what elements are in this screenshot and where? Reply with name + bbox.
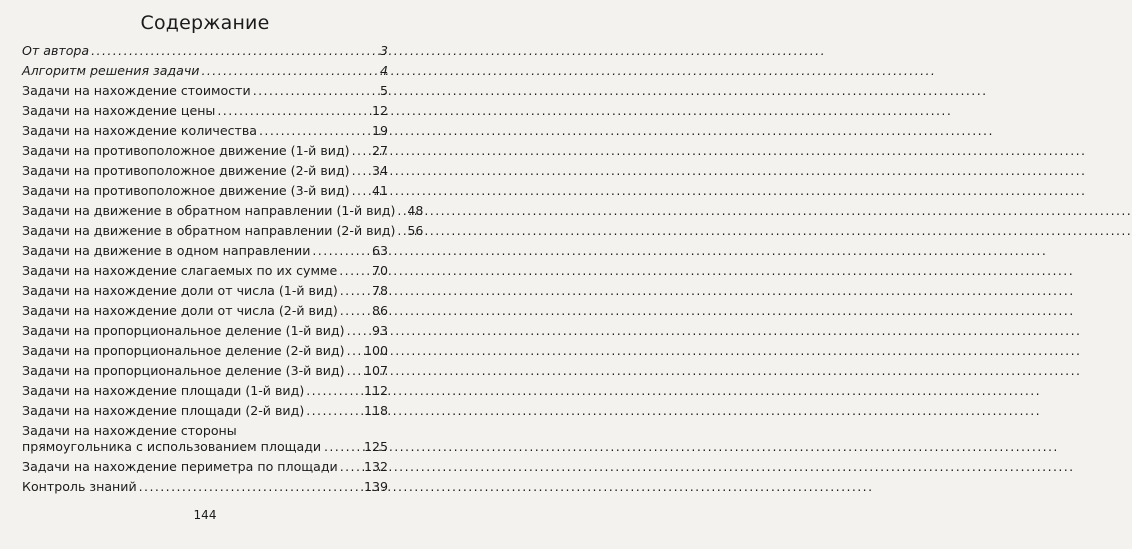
toc-entry-page: 48 [407,203,424,218]
toc-entry-title: Задачи на пропорциональное деление (3-й вид) [22,363,345,378]
toc-entry-page: 118 [363,403,388,418]
toc-entry [22,477,388,497]
toc-leader-dots [352,161,368,181]
toc-entry [22,361,388,381]
toc-entry-page: 93 [371,323,388,338]
toc-entry-title: Задачи на нахождение стоимости [22,83,251,98]
toc-entry [22,81,388,101]
toc-entry-page: 63 [371,243,388,258]
toc-leader-dots [324,437,362,457]
toc-leader-dots [340,301,368,321]
toc-entry-title: Задачи на пропорциональное деление (2-й вид) [22,343,345,358]
toc-entry-page: 41 [371,183,388,198]
toc-leader-dots [340,281,368,301]
toc-entry-title: Задачи на движение в обратном направлении (1-й вид) [22,203,396,218]
toc-leader-dots [339,261,368,281]
toc-entry-title: Задачи на нахождение слагаемых по их сумме [22,263,338,278]
toc-entry-title: Задачи на нахождение периметра по площади [22,459,338,474]
toc-entry-title: От автора [22,43,90,58]
table-of-contents [22,41,424,497]
toc-leader-dots [201,61,368,81]
toc-entry-title: Задачи на противоположное движение (1-й вид) [22,143,350,158]
toc-entry-title: Алгоритм решения задачи [22,63,200,78]
toc-entry-page: 27 [371,143,388,158]
toc-entry [22,301,388,321]
toc-entry-page: 139 [363,479,388,494]
toc-entry-page: 78 [371,283,388,298]
toc-entry-page: 125 [363,439,388,454]
toc-entry-page: 19 [371,123,388,138]
toc-entry [22,161,388,181]
toc-entry-title: Контроль знаний [22,479,137,494]
toc-entry [22,181,388,201]
toc-entry-title: Задачи на движение в одном направлении [22,243,311,258]
toc-entry-page: 132 [363,459,388,474]
toc-entry [22,261,388,281]
toc-entry-title: Задачи на пропорциональное деление (1-й вид) [22,323,345,338]
toc-entry-title: Задачи на движение в обратном направлении (2-й вид) [22,223,396,238]
toc-entry-page: 56 [407,223,424,238]
toc-entry-page: 12 [371,103,388,118]
toc-entry [22,101,388,121]
toc-entry-title: Задачи на нахождение доли от числа (1-й вид) [22,283,338,298]
toc-entry [22,61,388,81]
toc-entry-page: 4 [379,63,388,78]
toc-leader-dots [397,221,403,241]
toc-entry [22,221,424,241]
toc-entry-title: Задачи на нахождение количества [22,123,258,138]
toc-entry [22,321,388,341]
toc-entry [22,421,388,457]
toc-entry-page: 3 [379,43,388,58]
toc-leader-dots [347,341,362,361]
toc-entry [22,381,388,401]
toc-leader-dots [352,141,368,161]
toc-leader-dots [312,241,368,261]
toc-leader-dots [397,201,403,221]
toc-entry [22,41,388,61]
toc-entry-title: Задачи на нахождение стороны прямоугольника с использованием площади [22,423,322,454]
toc-leader-dots [347,361,362,381]
toc-entry [22,401,388,421]
toc-entry [22,281,388,301]
toc-entry [22,141,388,161]
toc-leader-dots [306,381,362,401]
toc-entry-page: 112 [363,383,388,398]
toc-leader-dots [253,81,368,101]
toc-entry-page: 107 [363,363,388,378]
toc-entry-title: Задачи на противоположное движение (2-й вид) [22,163,350,178]
toc-leader-dots [306,401,362,421]
toc-entry-page: 70 [371,263,388,278]
toc-entry-title: Задачи на нахождение доли от числа (2-й вид) [22,303,338,318]
toc-entry-title: Задачи на нахождение площади (1-й вид) [22,383,305,398]
toc-entry-title: Задачи на противоположное движение (3-й вид) [22,183,350,198]
toc-entry-title: Задачи на нахождение цены [22,103,216,118]
toc-entry [22,341,388,361]
toc-entry [22,201,424,221]
toc-leader-dots [352,181,368,201]
book-page [0,0,424,549]
toc-leader-dots [340,457,362,477]
page-title: Содержание [140,12,270,34]
page-number: 144 [193,508,217,522]
toc-entry [22,121,388,141]
toc-entry-title: Задачи на нахождение площади (2-й вид) [22,403,305,418]
toc-entry-page: 34 [371,163,388,178]
toc-entry [22,241,388,261]
toc-leader-dots [139,477,362,497]
toc-leader-dots [347,321,368,341]
toc-entry-page: 86 [371,303,388,318]
toc-entry-page: 5 [379,83,388,98]
toc-entry-page: 100 [363,343,388,358]
toc-leader-dots [217,101,368,121]
toc-entry [22,457,388,477]
toc-leader-dots [259,121,368,141]
toc-leader-dots [91,41,368,61]
